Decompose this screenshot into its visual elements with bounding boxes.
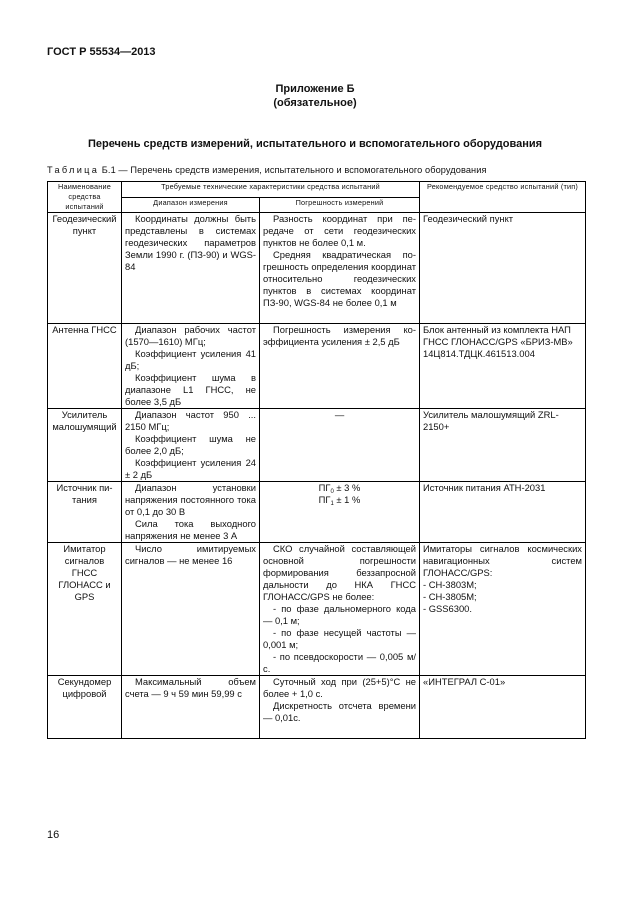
cell-error: — (260, 409, 420, 482)
header-requirements: Требуемые технические характеристики средства испытаний (122, 182, 420, 198)
page-number: 16 (47, 829, 60, 841)
cell-range: Диапазон установки напряжения постоянного тока от 0,1 до 30 В Сила тока выходного напряжения не менее 3 А (122, 482, 260, 543)
cell-range: Диапазон частот 950 ... 2150 МГц; Коэффициент шума не более 2,0 дБ; Коэффициент усиления 24 ± 2 дБ (122, 409, 260, 482)
cell-name: Источник питания (48, 482, 122, 543)
header-error: Погрешность измерений (260, 197, 420, 213)
cell-error: Суточный ход при (25+5)°С не более + 1,0 с. Дискретность отсчета времени — 0,01с. (260, 676, 420, 739)
table-caption (47, 165, 487, 175)
equipment-table (47, 181, 586, 739)
annex-title: Приложение Б (275, 83, 355, 95)
cell-recommended: Усилитель малошумящий ZRL-2150+ (420, 409, 586, 482)
table-row (48, 676, 586, 739)
cell-recommended: Имитаторы сигналов космических навигационных систем ГЛОНАСС/GPS: - СН-3803М; - СН-3805М; - GSS6300. (420, 543, 586, 676)
cell-recommended: «ИНТЕГРАЛ С-01» (420, 676, 586, 739)
table-row (48, 213, 586, 324)
cell-error: $ПГ_0 \pm 3$ % $ПГ_1 \pm 1$ % (260, 482, 420, 543)
cell-range: Число имитируемых сигналов — не менее 16 (122, 543, 260, 676)
cell-name: Секундомер цифровой (48, 676, 122, 739)
cell-name: Антенна ГНСС (48, 324, 122, 409)
cell-range: Диапазон рабочих частот (1570—1610) МГц; Коэффициент усиления 41 дБ; Коэффициент шума в диапазоне L1 ГНСС, не более 3,5 дБ (122, 324, 260, 409)
table-caption-label: Таблица (47, 165, 100, 175)
cell-error: Разность координат при передаче от сети геодезических пунктов не более 0,1 м. Средняя квадратическая погрешность определения координат относительно геодезических пунктов в системах координат ПЗ-90, WGS-84 не более 0,1 м (260, 213, 420, 324)
cell-name: Геодезический пункт (48, 213, 122, 324)
annex-status: (обязательное) (273, 97, 357, 109)
table-header-row (48, 182, 586, 198)
table-row (48, 543, 586, 676)
annex-heading (0, 82, 630, 110)
cell-recommended: Источник питания АТН-2031 (420, 482, 586, 543)
table-row (48, 324, 586, 409)
document-header: ГОСТ Р 55534—2013 (47, 46, 156, 58)
cell-range: Координаты должны быть представлены в системах геодезических параметров Земли 1990 г. (ПЗ-90) и WGS-84 (122, 213, 260, 324)
header-name: Наименование средства испытаний (48, 182, 122, 213)
header-recommended: Рекомендуемое средство испытаний (тип) (420, 182, 586, 213)
table-row (48, 482, 586, 543)
cell-name: Имитатор сигналов ГНСС ГЛОНАСС и GPS (48, 543, 122, 676)
header-range: Диапазон измерения (122, 197, 260, 213)
cell-error: Погрешность измерения коэффициента усиления ± 2,5 дБ (260, 324, 420, 409)
table-row (48, 409, 586, 482)
cell-name: Усилитель малошумящий (48, 409, 122, 482)
document-title: Перечень средств измерений, испытательного и вспомогательного оборудования (87, 138, 543, 150)
cell-recommended: Геодезический пункт (420, 213, 586, 324)
cell-recommended: Блок антенный из комплекта НАП ГНСС ГЛОНАСС/GPS «БРИЗ-МВ» 14Ц814.ТДЦК.461513.004 (420, 324, 586, 409)
table-caption-text: Б.1 — Перечень средств измерения, испытательного и вспомогательного оборудования (101, 165, 487, 175)
cell-range: Максимальный объем счета — 9 ч 59 мин 59,99 с (122, 676, 260, 739)
cell-error: СКО случайной составляющей основной погрешности формирования беззапросной дальности до НКА ГНСС ГЛОНАСС/GPS не более: - по фазе дальномерного кода — 0,1 м; - по фазе несущей частоты — 0,001 м; - по псевдоскорости — 0,005 м/с. (260, 543, 420, 676)
